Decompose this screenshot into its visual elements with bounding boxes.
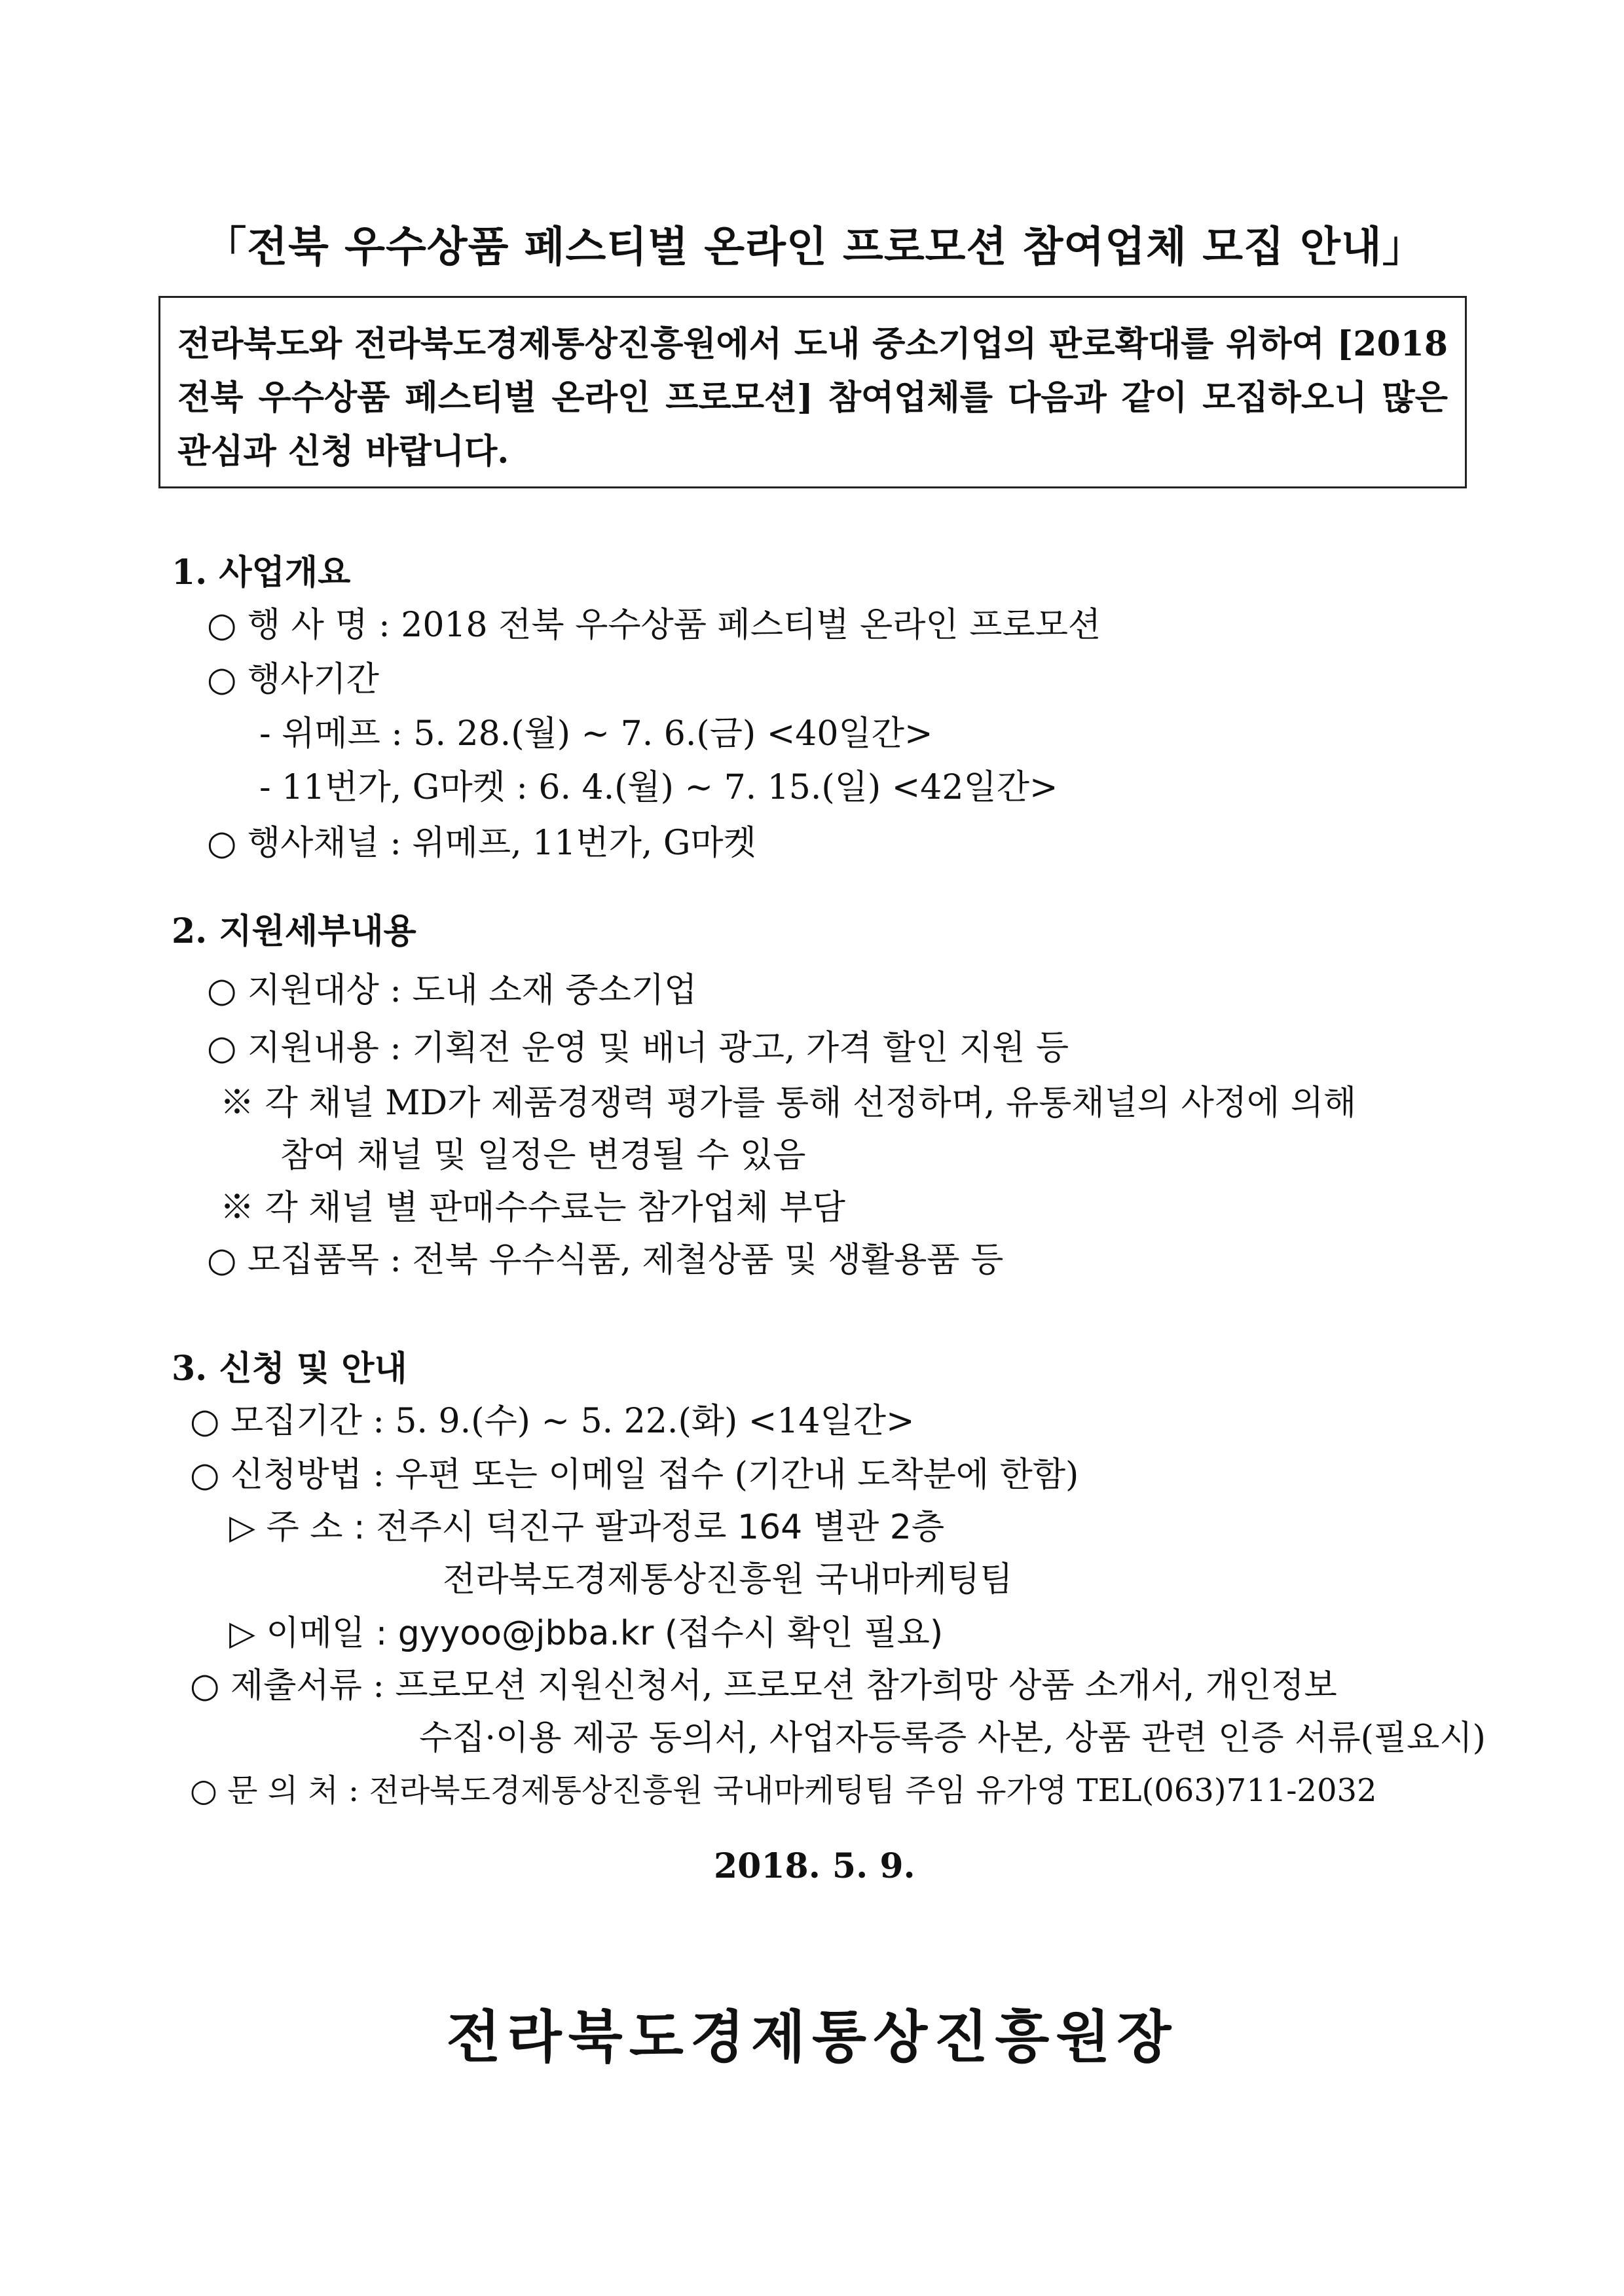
support-target-line: ○ 지원대상 : 도내 소재 중소기업 bbox=[207, 971, 697, 1010]
period-wemakeprice: - 위메프 : 5. 28.(월) ~ 7. 6.(금) <40일간> bbox=[259, 714, 933, 754]
application-method-line: ○ 신청방법 : 우편 또는 이메일 접수 (기간내 도착분에 한함) bbox=[190, 1455, 1079, 1495]
note-2-line: ※ 각 채널 별 판매수수료는 참가업체 부담 bbox=[220, 1188, 845, 1228]
note-1-line-1: ※ 각 채널 MD가 제품경쟁력 평가를 통해 선정하며, 유통채널의 사정에 의해 bbox=[220, 1084, 1357, 1123]
document-title: 「전북 우수상품 페스티벌 온라인 프로모션 참여업체 모집 안내」 bbox=[204, 223, 1425, 272]
period-11st-gmarket: - 11번가, G마켓 : 6. 4.(월) ~ 7. 15.(일) <42일간> bbox=[259, 768, 1058, 807]
intro-box: 전라북도와 전라북도경제통상진흥원에서 도내 중소기업의 판로확대를 위하여 [2018 전북 우수상품 페스티벌 온라인 프로모션] 참여업체를 다음과 같이 모집하오니 많은 관심과 신청 바랍니다. bbox=[158, 296, 1467, 488]
note-1-line-2: 참여 채널 및 일정은 변경될 수 있음 bbox=[280, 1136, 806, 1175]
email-line: ▷ 이메일 : gyyoo@jbba.kr (접수시 확인 필요) bbox=[229, 1614, 944, 1653]
document-date: 2018. 5. 9. bbox=[714, 1846, 915, 1886]
address-line-2: 전라북도경제통상진흥원 국내마케팅팀 bbox=[443, 1560, 1013, 1599]
submit-docs-line-1: ○ 제출서류 : 프로모션 지원신청서, 프로모션 참가희망 상품 소개서, 개인정보 bbox=[190, 1666, 1337, 1705]
event-period-label: ○ 행사기간 bbox=[207, 660, 379, 699]
support-content-line: ○ 지원내용 : 기획전 운영 및 배너 광고, 가격 할인 지원 등 bbox=[207, 1029, 1069, 1068]
signature-issuer: 전라북도경제통상진흥원장 bbox=[446, 2005, 1178, 2070]
recruit-items-line: ○ 모집품목 : 전북 우수식품, 제철상품 및 생활용품 등 bbox=[207, 1241, 1004, 1280]
section-1-heading: 1. 사업개요 bbox=[172, 553, 351, 592]
section-3-heading: 3. 신청 및 안내 bbox=[172, 1349, 407, 1389]
contact-line: ○ 문 의 처 : 전라북도경제통상진흥원 국내마케팅팀 주임 유가영 TEL(063)711-2032 bbox=[190, 1772, 1377, 1809]
event-channels-line: ○ 행사채널 : 위메프, 11번가, G마켓 bbox=[207, 824, 756, 863]
recruit-period-line: ○ 모집기간 : 5. 9.(수) ~ 5. 22.(화) <14일간> bbox=[190, 1402, 915, 1441]
section-2-heading: 2. 지원세부내용 bbox=[172, 911, 416, 951]
event-name-line: ○ 행 사 명 : 2018 전북 우수상품 페스티벌 온라인 프로모션 bbox=[207, 606, 1101, 645]
address-line-1: ▷ 주 소 : 전주시 덕진구 팔과정로 164 별관 2층 bbox=[229, 1508, 945, 1547]
submit-docs-line-2: 수집·이용 제공 동의서, 사업자등록증 사본, 상품 관련 인증 서류(필요시) bbox=[419, 1719, 1486, 1758]
